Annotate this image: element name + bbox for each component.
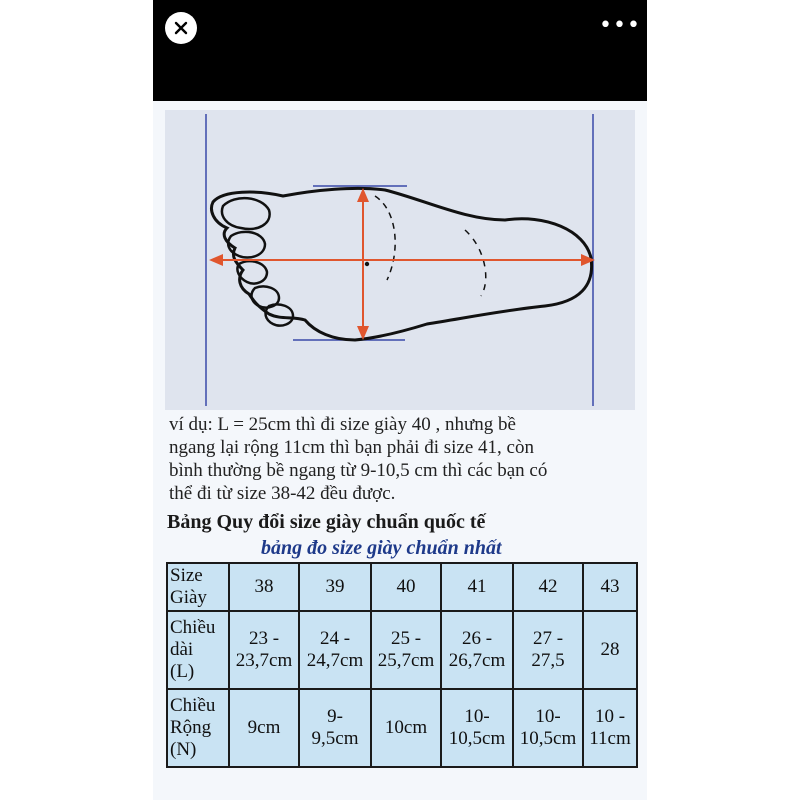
row-header-width: Chiều Rộng (N) [167,689,229,767]
table-row-size [167,563,637,611]
foot-outline-illustration [165,110,635,410]
table-cell: 28 [583,611,637,689]
size-conversion-table [166,562,638,768]
table-title: Bảng Quy đổi size giày chuẩn quốc tế [167,511,486,533]
table-cell: 42 [513,563,583,611]
table-subtitle: bảng đo size giày chuẩn nhất [261,537,502,559]
table-cell: 39 [299,563,371,611]
table-cell: 27 - 27,5 [513,611,583,689]
table-row-width [167,689,637,767]
more-icon: ••• [599,13,641,38]
table-cell: 23 - 23,7cm [229,611,299,689]
table-cell: 24 - 24,7cm [299,611,371,689]
table-cell: 25 - 25,7cm [371,611,441,689]
table-cell: 10- 10,5cm [441,689,513,767]
table-cell: 9cm [229,689,299,767]
table-cell: 10cm [371,689,441,767]
foot-measurement-diagram [165,110,635,410]
more-options-button[interactable] [599,13,641,38]
description-line-1: ví dụ: L = 25cm thì đi size giày 40 , nhưng bề [169,414,516,435]
description-line-4: thể đi từ size 38-42 đều được. [169,483,396,504]
viewer-top-bar [153,0,647,101]
table-cell: 43 [583,563,637,611]
table-row-length [167,611,637,689]
table-cell: 26 - 26,7cm [441,611,513,689]
table-cell: 10 - 11cm [583,689,637,767]
table-cell: 10- 10,5cm [513,689,583,767]
table-cell: 41 [441,563,513,611]
table-cell: 40 [371,563,441,611]
table-cell: 9- 9,5cm [299,689,371,767]
description-line-3: bình thường bề ngang từ 9-10,5 cm thì các bạn có [169,460,548,481]
table-cell: 38 [229,563,299,611]
row-header-length: Chiều dài (L) [167,611,229,689]
image-viewer [153,0,647,800]
close-button[interactable] [165,12,197,44]
close-icon [173,20,189,36]
description-line-2: ngang lại rộng 11cm thì bạn phải đi size 41, còn [169,437,534,458]
row-header-size: Size Giày [167,563,229,611]
